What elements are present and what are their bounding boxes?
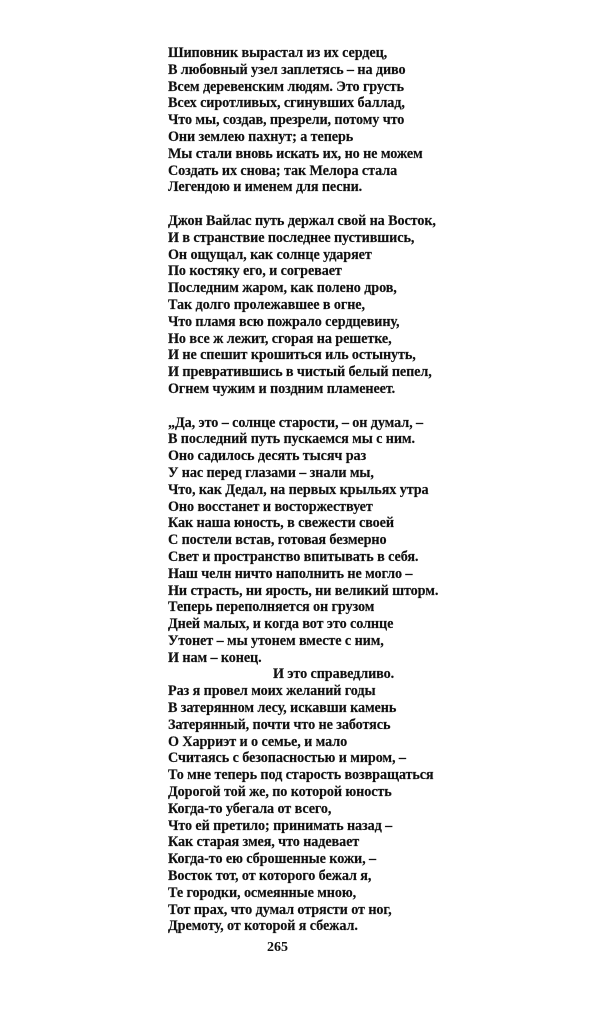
poem-line: Когда-то ею сброшенные кожи, – — [168, 851, 376, 868]
poem-line: По костяку его, и согревает — [168, 263, 342, 280]
poem-line: Дней малых, и когда вот это солнце — [168, 616, 394, 633]
poem-line: Дремоту, от которой я сбежал. — [168, 918, 358, 935]
poem-line: У нас перед глазами – знали мы, — [168, 464, 374, 481]
poem-line: И нам – конец. — [168, 649, 262, 666]
poem-line: В затерянном лесу, искавши камень — [168, 700, 397, 717]
poem-line: В любовный узел заплетясь – на диво — [168, 61, 406, 78]
poem-line: „Да, это – солнце старости, – он думал, – — [168, 414, 424, 431]
poem-line: Дорогой той же, по которой юность — [168, 784, 392, 801]
poem-line: С постели встав, готовая безмерно — [168, 532, 387, 549]
poem-line: Восток тот, от которого бежал я, — [168, 868, 372, 885]
poem-line: Ни страсть, ни ярость, ни великий шторм. — [168, 582, 439, 599]
poem-line: Те городки, осмеянные мною, — [168, 884, 357, 901]
poem-line: Что ей претило; принимать назад – — [168, 817, 393, 834]
poem-line: Тот прах, что думал отрясти от ног, — [168, 901, 392, 918]
poem-line: О Харриэт и о семье, и мало — [168, 733, 348, 750]
poem-line: И не спешит крошиться иль остынуть, — [168, 347, 416, 364]
poem-line: Свет и пространство впитывать в себя. — [168, 548, 419, 565]
poem-line: Джон Вайлас путь держал свой на Восток, — [168, 212, 436, 229]
poem-line: Создать их снова; так Мелора стала — [168, 162, 398, 179]
poem-line: Легендою и именем для песни. — [168, 179, 363, 196]
poem-line: Когда-то убегала от всего, — [168, 800, 332, 817]
poem-line: Он ощущал, как солнце ударяет — [168, 246, 372, 263]
poem-line: Так долго пролежавшее в огне, — [168, 296, 365, 313]
poem-line: Что мы, создав, презрели, потому что — [168, 112, 405, 129]
poem-line: Что пламя всю пожрало сердцевину, — [168, 313, 400, 330]
page-number: 265 — [267, 940, 288, 955]
poem-line: Шиповник вырастал из их сердец, — [168, 45, 388, 61]
poem-body — [168, 45, 468, 952]
poem-line: Что, как Дедал, на первых крыльях утра — [168, 481, 429, 498]
poem-line: Огнем чужим и поздним пламенеет. — [168, 380, 396, 397]
poem-line: Последним жаром, как полено дров, — [168, 280, 397, 297]
poem-line: Считаясь с безопасностью и миром, – — [168, 750, 406, 767]
poem-line: Всем деревенским людям. Это грусть — [168, 78, 404, 95]
stanza — [168, 415, 468, 936]
poem-line: Утонет – мы утонем вместе с ним, — [168, 632, 384, 649]
poem-line: Теперь переполняется он грузом — [168, 599, 375, 616]
poem-line: Как старая змея, что надевает — [168, 834, 360, 851]
poem-line: Оно восстанет и восторжествует — [168, 498, 373, 515]
poem-line: Наш челн ничто наполнить не могло – — [168, 565, 413, 582]
poem-line-indented: И это справедливо. — [273, 666, 395, 683]
poem-line: Оно садилось десять тысяч раз — [168, 448, 367, 465]
poem-line: Но все ж лежит, сгорая на решетке, — [168, 330, 392, 347]
poem-line: Как наша юность, в свежести своей — [168, 515, 394, 532]
poem-line: И в странствие последнее пустившись, — [168, 229, 415, 246]
stanza — [168, 213, 468, 398]
poem-line: То мне теперь под старость возвращаться — [168, 767, 434, 784]
stanza — [168, 45, 468, 196]
poem-line: Затерянный, почти что не заботясь — [168, 716, 391, 733]
poem-line: В последний путь пускаемся мы с ним. — [168, 431, 415, 448]
poem-line: Они землею пахнут; а теперь — [168, 128, 354, 145]
poem-line: И превратившись в чистый белый пепел, — [168, 364, 432, 381]
poem-line: Мы стали вновь искать их, но не можем — [168, 145, 423, 162]
poem-line: Всех сиротливых, сгинувших баллад, — [168, 95, 405, 112]
poem-line: Раз я провел моих желаний годы — [168, 683, 376, 700]
